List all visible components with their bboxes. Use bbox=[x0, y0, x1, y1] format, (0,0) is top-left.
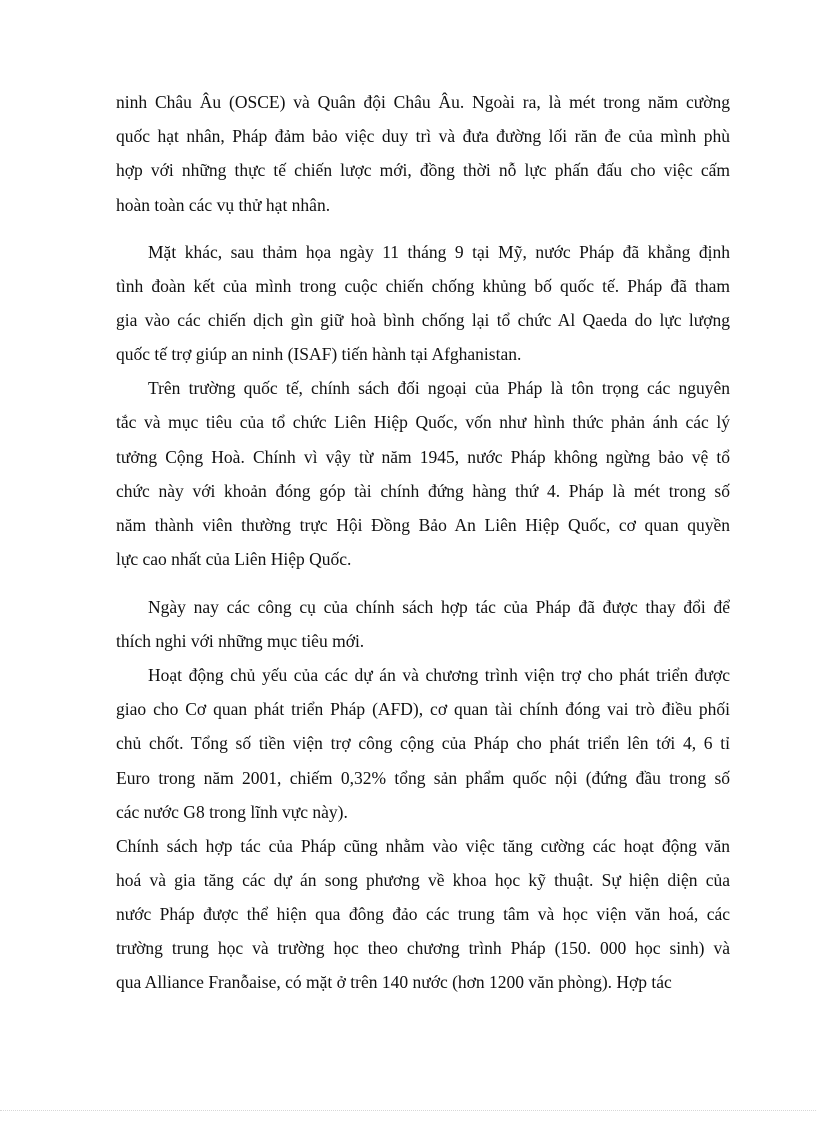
text-line: hợp với những thực tế chiến lược mới, đồng thời nỗ lực phấn đấu cho việc cấm bbox=[116, 160, 730, 180]
text-line: năm thành viên thường trực Hội Đồng Bảo An Liên Hiệp Quốc, cơ quan quyền bbox=[116, 515, 730, 535]
text-line: quốc tế trợ giúp an ninh (ISAF) tiến hành tại Afghanistan. bbox=[116, 344, 522, 364]
text-line: Trên trường quốc tế, chính sách đối ngoại của Pháp là tôn trọng các nguyên bbox=[148, 378, 730, 398]
text-line: qua Alliance Franỗaise, có mặt ở trên 140 nước (hơn 1200 văn phòng). Hợp tác bbox=[116, 972, 672, 992]
text-line: lực cao nhất của Liên Hiệp Quốc. bbox=[116, 549, 352, 569]
text-line: chủ chốt. Tổng số tiền viện trợ công cộng của Pháp cho phát triển lên tới 4, 6 tỉ bbox=[116, 733, 730, 753]
text-line: tình đoàn kết của mình trong cuộc chiến chống khủng bố quốc tế. Pháp đã tham bbox=[116, 276, 730, 296]
text-line: hoá và gia tăng các dự án song phương về khoa học kỹ thuật. Sự hiện diện của bbox=[116, 870, 730, 890]
text-line: nước Pháp được thể hiện qua đông đảo các trung tâm và học viện văn hoá, các bbox=[116, 904, 730, 924]
text-line: Chính sách hợp tác của Pháp cũng nhằm vào việc tăng cường các hoạt động văn bbox=[116, 836, 730, 856]
text-line: hoàn toàn các vụ thử hạt nhân. bbox=[116, 195, 331, 215]
text-line: tưởng Cộng Hoà. Chính vì vậy từ năm 1945, nước Pháp không ngừng bảo vệ tổ bbox=[116, 447, 730, 467]
text-line: chức này với khoản đóng góp tài chính đứng hàng thứ 4. Pháp là mét trong số bbox=[116, 481, 730, 501]
text-line: quốc hạt nhân, Pháp đảm bảo việc duy trì và đưa đường lối răn đe của mình phù bbox=[116, 126, 730, 146]
text-line: Euro trong năm 2001, chiếm 0,32% tổng sản phẩm quốc nội (đứng đầu trong số bbox=[116, 768, 730, 788]
text-line: gia vào các chiến dịch gìn giữ hoà bình chống lại tổ chức Al Qaeda do lực lượng bbox=[116, 310, 730, 330]
text-line: Ngày nay các công cụ của chính sách hợp tác của Pháp đã được thay đổi để bbox=[148, 597, 730, 617]
text-line: thích nghi với những mục tiêu mới. bbox=[116, 631, 365, 651]
text-line: các nước G8 trong lĩnh vực này). bbox=[116, 802, 348, 822]
text-line: tắc và mục tiêu của tổ chức Liên Hiệp Quốc, vốn như hình thức phản ánh các lý bbox=[116, 412, 730, 432]
text-line: trường trung học và trường học theo chương trình Pháp (150. 000 học sinh) và bbox=[116, 938, 730, 958]
text-line: Hoạt động chủ yếu của các dự án và chương trình viện trợ cho phát triển được bbox=[148, 665, 730, 685]
text-line: giao cho Cơ quan phát triển Pháp (AFD), cơ quan tài chính đóng vai trò điều phối bbox=[116, 699, 730, 719]
page-bottom-rule bbox=[0, 1110, 816, 1111]
text-line: Mặt khác, sau thảm họa ngày 11 tháng 9 tại Mỹ, nước Pháp đã khẳng định bbox=[148, 242, 730, 262]
text-line: ninh Châu Âu (OSCE) và Quân đội Châu Âu. Ngoài ra, là mét trong năm cường bbox=[116, 92, 730, 112]
